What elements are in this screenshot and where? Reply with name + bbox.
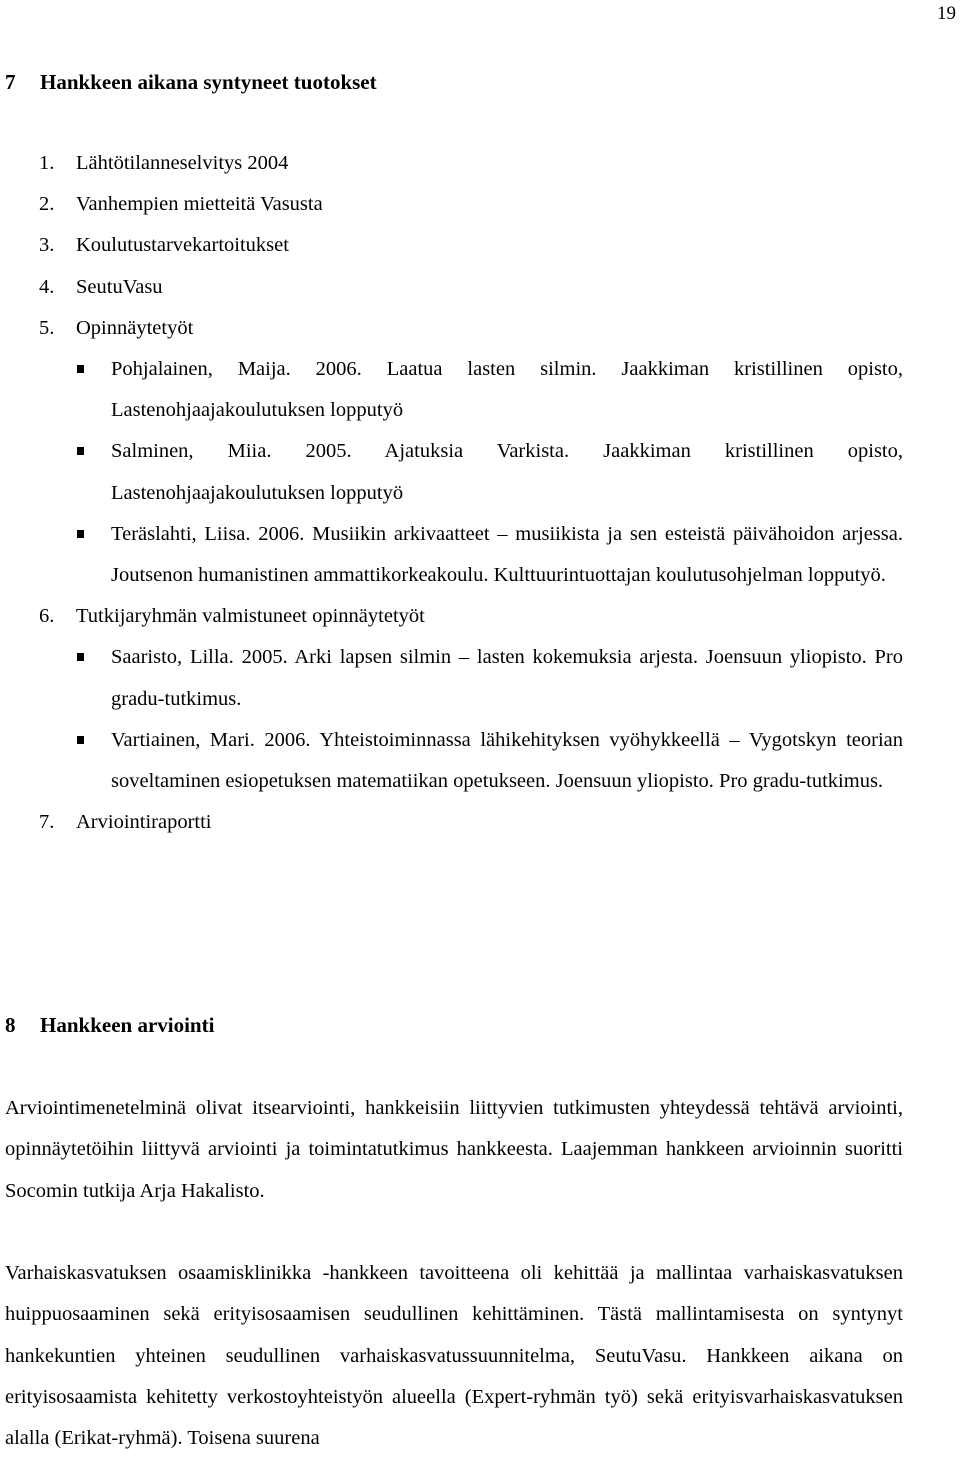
evaluation-paragraph-2: Varhaiskasvatuksen osaamisklinikka -hankkeen tavoitteena oli kehittää ja mallintaa varhaiskasvatuksen huippuosaaminen sekä erityisosaamisen seudullinen kehittäminen. Tästä mallintamisesta on syntynyt hankekuntien yhteinen seudullinen varhaiskasvatussuunnitelma, SeutuVasu. Hankkeen aikana on erityisosaamista kehitetty verkostoyhteistyön alueella (Expert-ryhmän työ) sekä erityisvarhaiskasvatuksen alalla (Erikat-ryhmä). Toisena suurena — [5, 1262, 903, 1450]
sublist-item — [76, 431, 903, 513]
list-item — [5, 225, 903, 266]
sublist-item — [76, 514, 903, 596]
list-item-text: Arviointiraportti — [76, 811, 212, 834]
section-7-title: Hankkeen aikana syntyneet tuotokset — [40, 70, 377, 94]
list-item — [5, 184, 903, 225]
square-bullet-icon — [77, 447, 84, 455]
sublist-item — [76, 720, 903, 802]
section-8-title: Hankkeen arviointi — [40, 1013, 215, 1037]
section-7-number: 7 — [5, 70, 16, 94]
list-item — [5, 143, 903, 184]
sublist-item-text: Salminen, Miia. 2005. Ajatuksia Varkista. Jaakkiman kristillinen opisto, Lastenohjaajakoulutuksen lopputyö — [111, 440, 903, 504]
list-item — [5, 802, 903, 843]
list-item — [5, 267, 903, 308]
list-item-number: 7. — [39, 811, 55, 834]
list-item — [5, 596, 903, 802]
sublist-item-text: Saaristo, Lilla. 2005. Arki lapsen silmin – lasten kokemuksia arjesta. Joensuun yliopisto. Pro gradu-tutkimus. — [111, 646, 903, 710]
section-8-number: 8 — [5, 1013, 16, 1037]
list-item-text: Tutkijaryhmän valmistuneet opinnäytetyöt — [76, 605, 425, 628]
list-item-number: 1. — [39, 152, 55, 174]
research-theses-sublist — [76, 637, 903, 802]
section-8-heading — [5, 1013, 214, 1038]
sublist-item-text: Teräslahti, Liisa. 2006. Musiikin arkivaatteet – musiikista ja sen esteistä päivähoidon arjessa. Joutsenon humanistinen ammattikorkeakoulu. Kulttuurintuottajan koulutusohjelman lopputyö. — [111, 522, 903, 587]
list-item-text: Vanhempien mietteitä Vasusta — [76, 193, 323, 216]
section-7-heading — [5, 70, 377, 95]
list-item-number: 3. — [39, 234, 55, 257]
square-bullet-icon — [77, 530, 84, 538]
list-item-number: 2. — [39, 193, 55, 216]
list-item-text: Opinnäytetyöt — [76, 316, 194, 339]
list-item-number: 4. — [39, 275, 55, 298]
sublist-item-text: Pohjalainen, Maija. 2006. Laatua lasten silmin. Jaakkiman kristillinen opisto, Lastenohjaajakoulutuksen lopputyö — [111, 358, 903, 422]
list-item-text: Lähtötilanneselvitys 2004 — [76, 152, 289, 174]
sublist-item — [76, 349, 903, 431]
list-item — [5, 308, 903, 596]
square-bullet-icon — [77, 365, 84, 373]
square-bullet-icon — [77, 653, 84, 661]
list-item-number: 5. — [39, 316, 55, 339]
outputs-list — [5, 143, 903, 843]
sublist-item-text: Vartiainen, Mari. 2006. Yhteistoiminnassa lähikehityksen vyöhykkeellä – Vygotskyn teorian soveltaminen esiopetuksen matematiikan opetukseen. Joensuun yliopisto. Pro gradu-tutkimus. — [111, 728, 903, 793]
sublist-item — [76, 637, 903, 719]
theses-sublist — [76, 349, 903, 596]
list-item-number: 6. — [39, 605, 55, 628]
square-bullet-icon — [77, 736, 84, 744]
page-number: 19 — [937, 3, 956, 24]
list-item-text: SeutuVasu — [76, 275, 163, 298]
evaluation-paragraph-1: Arviointimenetelminä olivat itsearviointi, hankkeisiin liittyvien tutkimusten yhteydessä tehtävä arviointi, opinnäytetöihin liittyvä arviointi ja toimintatutkimus hankkeesta. Laajemman hankkeen arvioinnin suoritti Socomin tutkija Arja Hakalisto. — [5, 1097, 903, 1202]
list-item-text: Koulutustarvekartoitukset — [76, 234, 289, 257]
